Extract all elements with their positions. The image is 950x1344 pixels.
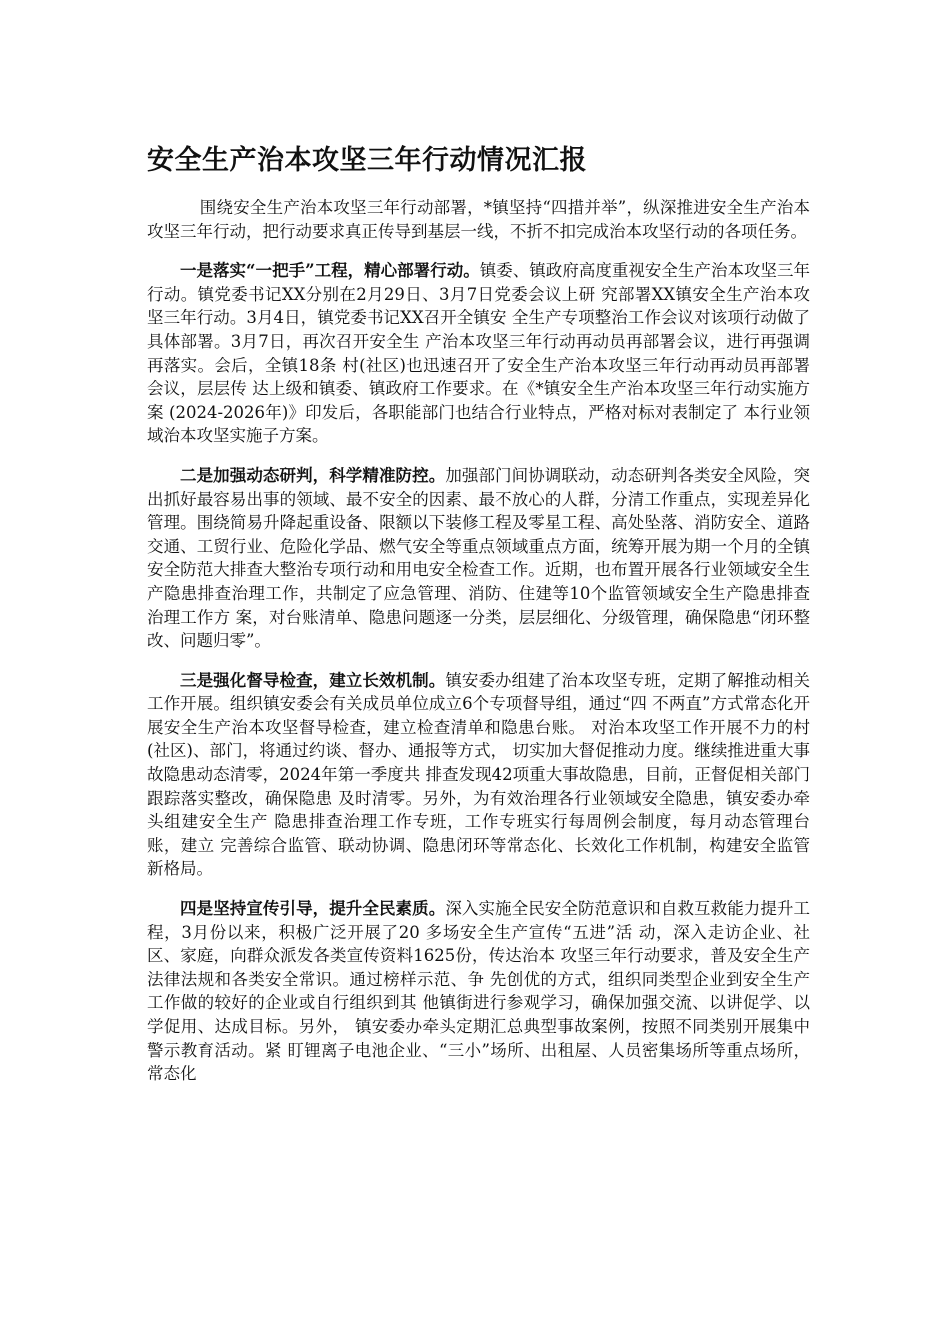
section-paragraph-1 (147, 259, 810, 448)
section-paragraph-2 (147, 464, 810, 653)
section-paragraph-4 (147, 897, 810, 1086)
section-paragraph-3 (147, 669, 810, 881)
section-body-4: 深入实施全民安全防范意识和自救互救能力提升工程，3月份以来，积极广泛开展了20 多场安全生产宣传“五进”活 动，深入走访企业、社区、家庭，向群众派发各类宣传资料1625份，传达治本 攻坚三年行动要求，普及安全生产法律法规和各类安全常识。通过榜样示范、争 先创优的方式，组织同类型企业到安全生产工作做的较好的企业或自行组织到其 他镇街进行参观学习，确保加强交流、以讲促学、以学促用、达成目标。另外， 镇安委办牵头定期汇总典型事故案例，按照不同类别开展集中警示教育活动。紧 盯锂离子电池企业、“三小”场所、出租屋、人员密集场所等重点场所，常态化 (147, 899, 811, 1084)
section-lead-4: 四是坚持宣传引导，提升全民素质。 (180, 899, 446, 919)
section-lead-3: 三是强化督导检查，建立长效机制。 (180, 670, 446, 690)
section-body-3: 镇安委办组建了治本攻坚专班，定期了解推动相关工作开展。组织镇安委会有关成员单位成立6个专项督导组，通过“四 不两直”方式常态化开展安全生产治本攻坚督导检查，建立检查清单和隐患台账。 对治本攻坚工作开展不力的村(社区)、部门，将通过约谈、督办、通报等方式， 切实加大督促推动力度。继续推进重大事故隐患动态清零，2024年第一季度共 排查发现42项重大事故隐患，目前，正督促相关部门跟踪落实整改，确保隐患 及时清零。另外，为有效治理各行业领域安全隐患，镇安委办牵头组建安全生产 隐患排查治理工作专班，工作专班实行每周例会制度，每月动态管理台账，建立 完善综合监管、联动协调、隐患闭环等常态化、长效化工作机制，构建安全监管 新格局。 (147, 670, 811, 879)
section-body-1: 镇委、镇政府高度重视安全生产治本攻坚三年行动。镇党委书记XX分别在2月29日、3月7日党委会议上研 究部署XX镇安全生产治本攻坚三年行动。3月4日，镇党委书记XX召开全镇安 全生产专项整治工作会议对该项行动做了具体部署。3月7日，再次召开安全生 产治本攻坚三年行动再动员再部署会议，进行再强调再落实。会后，全镇18条 村(社区)也迅速召开了安全生产治本攻坚三年行动再动员再部署会议，层层传 达上级和镇委、镇政府工作要求。在《*镇安全生产治本攻坚三年行动实施方案 (2024-2026年)》印发后，各职能部门也结合行业特点，严格对标对表制定了 本行业领域治本攻坚实施子方案。 (147, 261, 811, 446)
document-page (147, 140, 810, 1086)
intro-paragraph: 围绕安全生产治本攻坚三年行动部署，*镇坚持“四措并举”，纵深推进安全生产治本攻坚三年行动，把行动要求真正传导到基层一线，不折不扣完成治本攻坚行动的各项任务。 (147, 198, 810, 241)
section-body-2: 加强部门间协调联动，动态研判各类安全风险，突出抓好最容易出事的领域、最不安全的因素、最不放心的人群，分清工作重点，实现差异化管理。围绕简易升降起重设备、限额以下装修工程及零星工程、高处坠落、消防安全、道路交通、工贸行业、危险化学品、燃气安全等重点领域重点方面，统筹开展为期一个月的全镇安全防范大排查大整治专项行动和用电安全检查工作。近期，也布置开展各行业领域安全生产隐患排查治理工作，共制定了应急管理、消防、住建等10个监管领域安全生产隐患排查治理工作方 案，对台账清单、隐患问题逐一分类，层层细化、分级管理，确保隐患“闭环整 改、问题归零”。 (147, 465, 811, 651)
section-lead-1: 一是落实“一把手”工程，精心部署行动。 (180, 261, 480, 281)
section-lead-2: 二是加强动态研判，科学精准防控。 (180, 465, 446, 485)
document-title: 安全生产治本攻坚三年行动情况汇报 (147, 145, 587, 176)
